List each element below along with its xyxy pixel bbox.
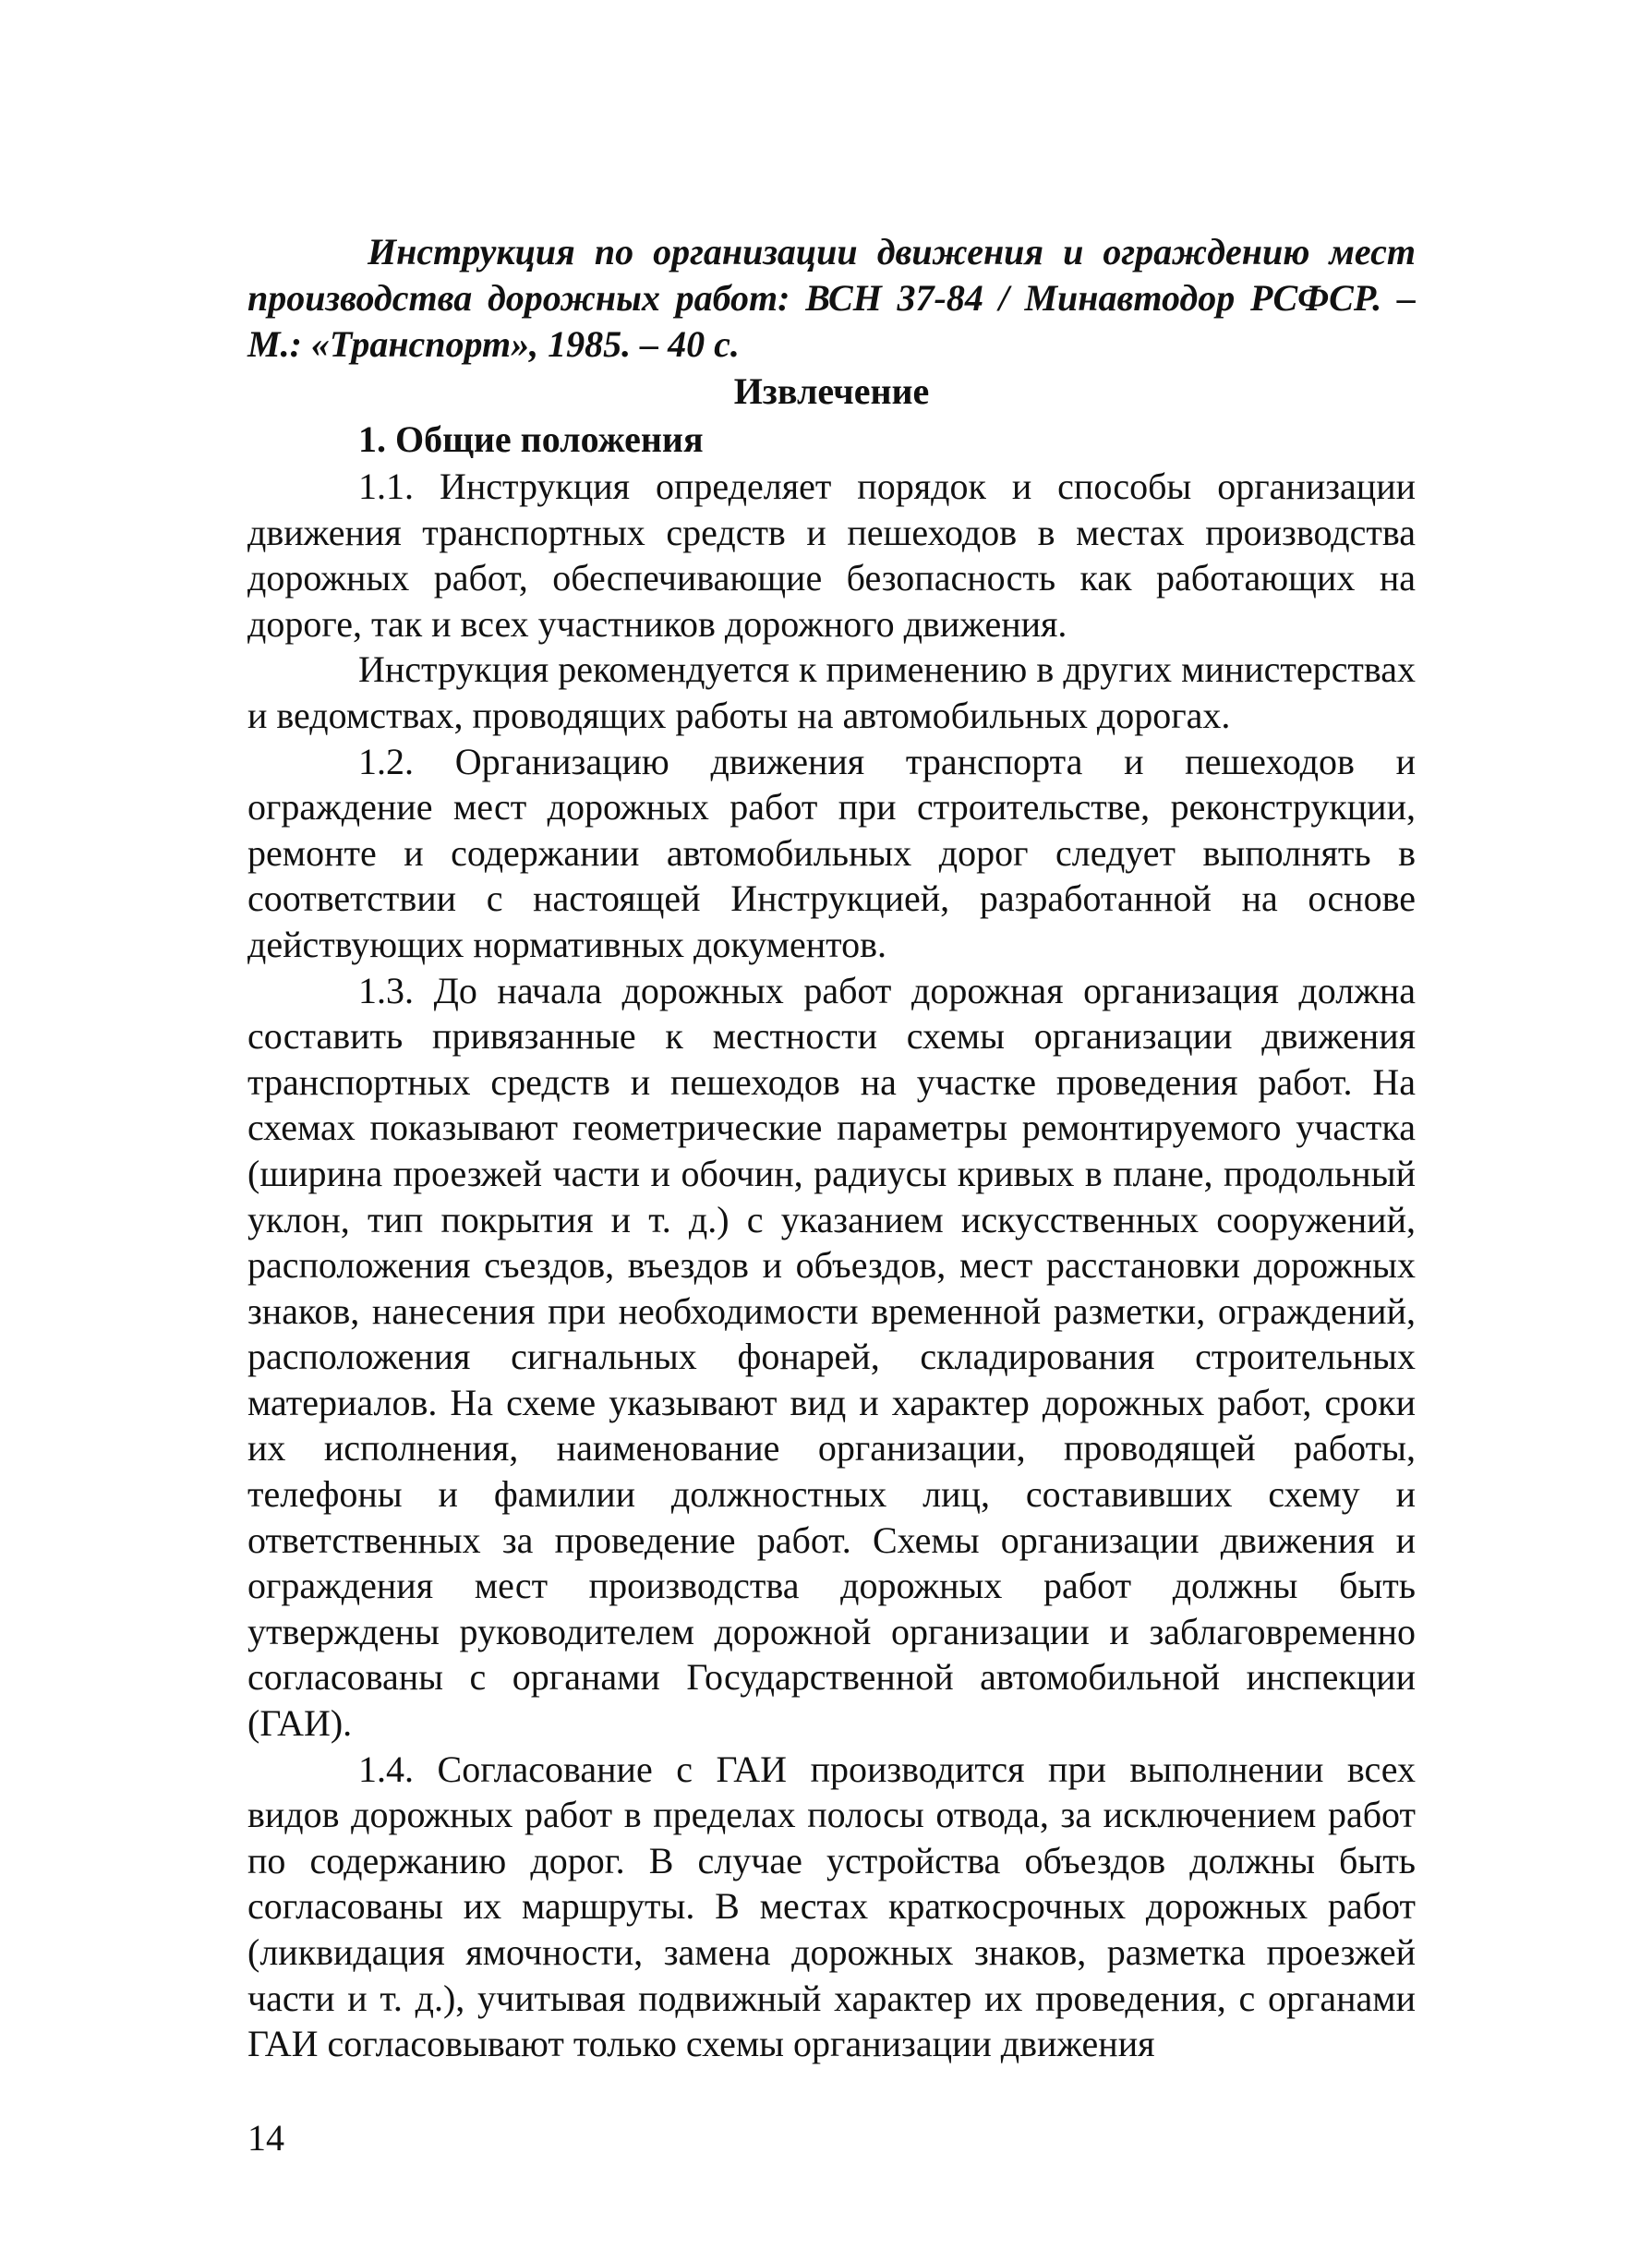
extract-title: Извлечение [733, 370, 930, 412]
paragraph-1-1: 1.1. Инструкция определяет порядок и способы организации движения транспортных средств и пешеходов в местах производства дорожных работ, обеспечивающие безопасность как работающих на дороге, так и всех участников дорожного движения. [247, 466, 1416, 645]
paragraph-1-1-continued: Инструкция рекомендуется к применению в других министерствах и ведомствах, проводящих работы на автомобильных дорогах. [247, 648, 1416, 736]
paragraph-1-4: 1.4. Согласование с ГАИ производится при выполнении всех видов дорожных работ в пределах полосы отвода, за исключением работ по содержанию дорог. В случае устройства объездов должны быть согласованы их маршруты. В местах краткосрочных дорожных работ (ликвидация ямочности, замена дорожных знаков, разметка проезжей части и т. д.), учитывая подвижный характер их проведения, с органами ГАИ согласовывают только схемы организации движения [247, 1748, 1416, 2065]
bibliography-reference: Инструкция по организации движения и ограждению мест производства дорожных работ: ВСН 37-84 / Минавтодор РСФСР. – М.: «Транспорт», 1985. – 40 с. [247, 231, 1416, 365]
section-title: 1. Общие положения [358, 418, 704, 460]
page-number: 14 [247, 2117, 284, 2159]
paragraph-1-3: 1.3. До начала дорожных работ дорожная организация должна составить привязанные к местности схемы организации движения транспортных средств и пешеходов на участке проведения работ. На схемах показывают геометрические параметры ремонтируемого участка (ширина проезжей части и обочин, радиусы кривых в плане, продольный уклон, тип покрытия и т. д.) с указанием искусственных сооружений, расположения съездов, въездов и объездов, мест расстановки дорожных знаков, нанесения при необходимости временной разметки, ограждений, расположения сигнальных фонарей, складирования строительных материалов. На схеме указывают вид и характер дорожных работ, сроки их исполнения, наименование организации, проводящей работы, телефоны и фамилии должностных лиц, составивших схему и ответственных за проведение работ. Схемы организации движения и ограждения мест производства дорожных работ должны быть утверждены руководителем дорожной организации и заблаговременно согласованы с органами Государственной автомобильной инспекции (ГАИ). [247, 969, 1416, 1745]
page-content [247, 229, 1416, 2067]
paragraph-1-2: 1.2. Организацию движения транспорта и пешеходов и ограждение мест дорожных работ при строительстве, реконструкции, ремонте и содержании автомобильных дорог следует выполнять в соответствии с настоящей Инструкцией, разработанной на основе действующих нормативных документов. [247, 740, 1416, 965]
